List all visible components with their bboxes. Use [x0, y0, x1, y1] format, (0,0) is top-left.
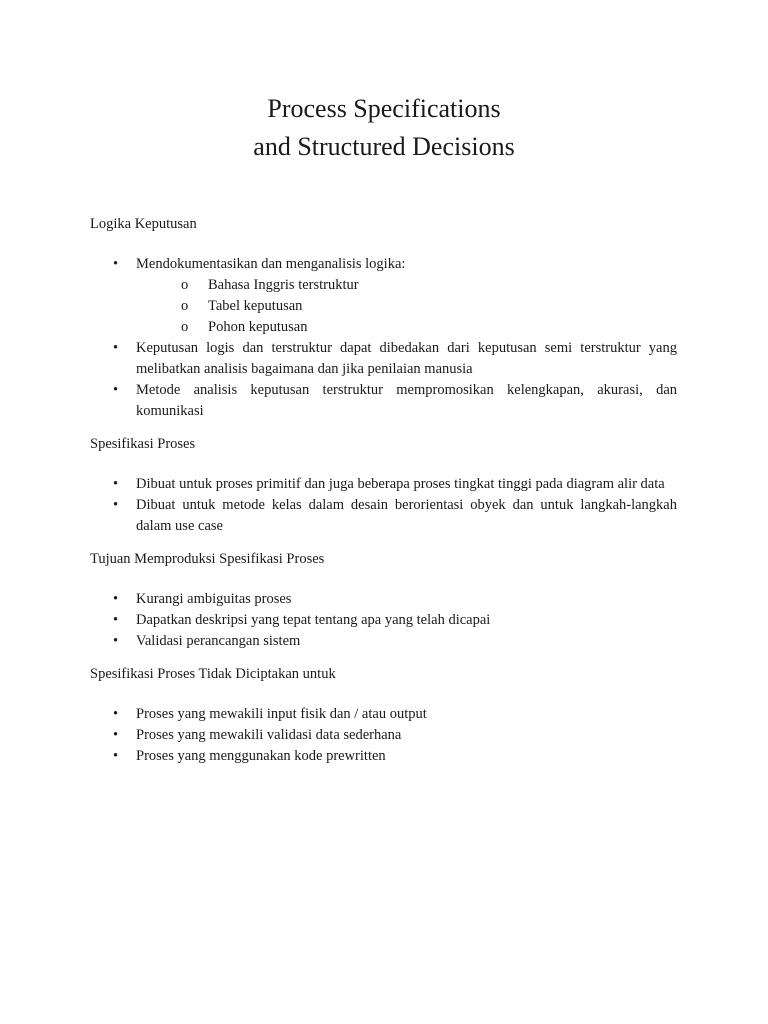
list-item	[90, 610, 677, 631]
section-heading: Tujuan Memproduksi Spesifikasi Proses	[90, 551, 325, 567]
list-item-text: Mendokumentasikan dan menganalisis logika:	[136, 256, 406, 272]
list-item	[90, 631, 677, 652]
bullet-icon: •	[113, 591, 119, 607]
list-item-text: Dapatkan deskripsi yang tepat tentang apa yang telah dicapai	[136, 612, 491, 628]
bullet-icon: •	[113, 727, 119, 743]
bullet-icon: •	[113, 633, 119, 649]
list-item	[90, 725, 677, 746]
list-item	[90, 338, 677, 380]
section-heading: Logika Keputusan	[90, 216, 197, 232]
list-item-text: Validasi perancangan sistem	[136, 633, 301, 649]
section-heading: Spesifikasi Proses	[90, 436, 196, 452]
sub-list-item-text: Tabel keputusan	[208, 298, 303, 314]
sub-list-item	[136, 296, 677, 317]
list-item-text: Kurangi ambiguitas proses	[136, 591, 292, 607]
sub-list-item-text: Bahasa Inggris terstruktur	[208, 277, 359, 293]
document-body	[90, 214, 677, 779]
page-title	[0, 90, 768, 166]
list-item	[90, 704, 677, 725]
bullet-icon: •	[113, 497, 119, 513]
bullet-list	[90, 254, 677, 422]
list-item-text: Metode analisis keputusan terstruktur mempromosikan kelengkapan, akurasi, dan komunikasi	[136, 382, 677, 419]
list-item-text: Proses yang mewakili input fisik dan / atau output	[136, 706, 427, 722]
circle-bullet-icon: o	[181, 298, 189, 314]
bullet-icon: •	[113, 256, 119, 272]
list-item	[90, 495, 677, 537]
bullet-list	[90, 589, 677, 652]
list-item-text: Dibuat untuk metode kelas dalam desain berorientasi obyek dan untuk langkah-langkah dalam use case	[136, 497, 677, 534]
circle-bullet-icon: o	[181, 277, 189, 293]
list-item-text: Proses yang menggunakan kode prewritten	[136, 748, 386, 764]
bullet-icon: •	[113, 612, 119, 628]
list-item	[90, 589, 677, 610]
sub-list-item	[136, 317, 677, 338]
circle-bullet-icon: o	[181, 319, 189, 335]
title-line-2: and Structured Decisions	[253, 132, 515, 161]
section-heading: Spesifikasi Proses Tidak Diciptakan untuk	[90, 666, 336, 682]
sub-list-item	[136, 275, 677, 296]
bullet-list	[90, 704, 677, 767]
list-item	[90, 380, 677, 422]
list-item	[90, 746, 677, 767]
list-item	[90, 474, 677, 495]
sub-list	[136, 275, 677, 338]
list-item-text: Proses yang mewakili validasi data sederhana	[136, 727, 402, 743]
bullet-icon: •	[113, 382, 119, 398]
list-item	[90, 254, 677, 338]
bullet-list	[90, 474, 677, 537]
list-item-text: Dibuat untuk proses primitif dan juga beberapa proses tingkat tinggi pada diagram alir data	[136, 476, 665, 492]
bullet-icon: •	[113, 476, 119, 492]
title-line-1: Process Specifications	[267, 94, 501, 123]
bullet-icon: •	[113, 706, 119, 722]
sub-list-item-text: Pohon keputusan	[208, 319, 308, 335]
bullet-icon: •	[113, 340, 119, 356]
bullet-icon: •	[113, 748, 119, 764]
list-item-text: Keputusan logis dan terstruktur dapat dibedakan dari keputusan semi terstruktur yang melibatkan analisis bagaimana dan jika penilaian manusia	[136, 340, 677, 377]
